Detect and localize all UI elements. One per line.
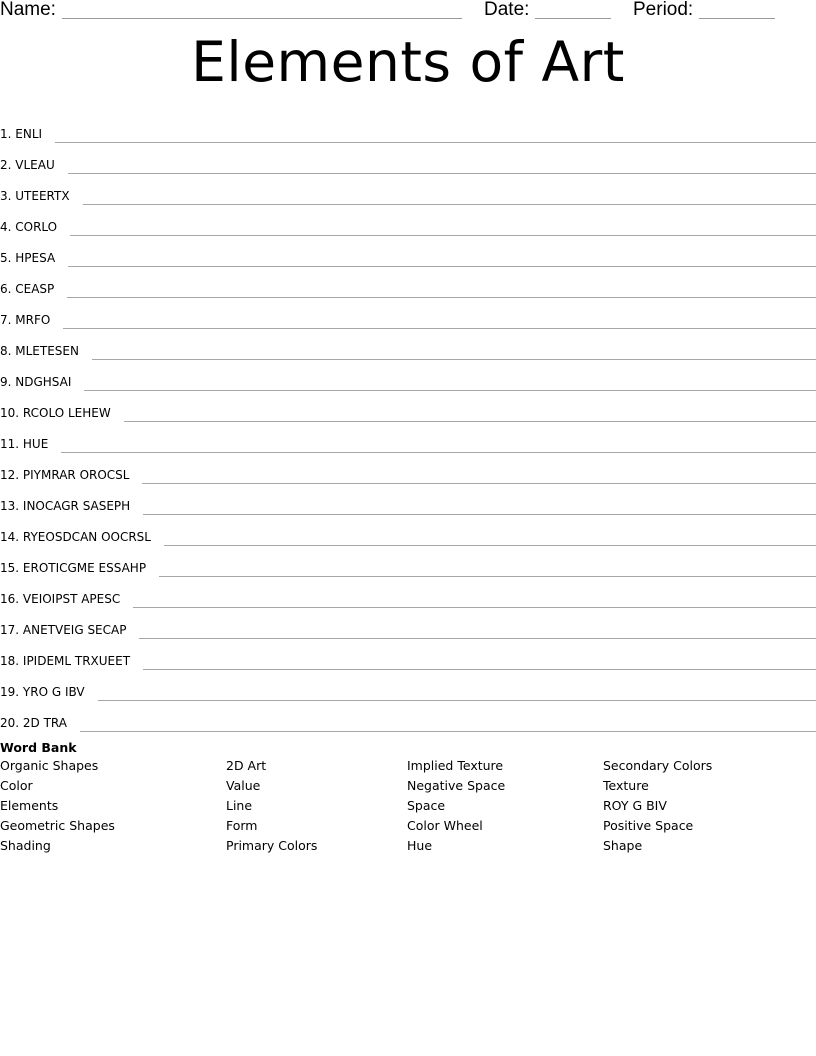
answer-blank bbox=[164, 545, 816, 546]
word-bank-item: Elements bbox=[0, 798, 59, 813]
answer-blank bbox=[84, 390, 816, 391]
word-bank-item: Hue bbox=[407, 838, 433, 853]
name-label: Name: bbox=[0, 0, 56, 20]
clue-text: 5. HPESA bbox=[0, 251, 56, 265]
clue-text: 7. MRFO bbox=[0, 313, 51, 327]
worksheet-header bbox=[0, 0, 816, 22]
clue-row bbox=[0, 329, 816, 360]
period-label: Period: bbox=[633, 0, 694, 20]
clue-row bbox=[0, 205, 816, 236]
period-blank bbox=[699, 18, 775, 19]
word-bank-item: Primary Colors bbox=[226, 838, 318, 853]
word-bank-item: Shading bbox=[0, 838, 51, 853]
answer-blank bbox=[63, 328, 816, 329]
word-bank-item: Implied Texture bbox=[407, 758, 504, 773]
clue-row bbox=[0, 639, 816, 670]
clue-row bbox=[0, 360, 816, 391]
clue-row bbox=[0, 701, 816, 732]
answer-blank bbox=[68, 173, 816, 174]
answer-blank bbox=[67, 297, 816, 298]
page-title: Elements of Art bbox=[191, 30, 625, 94]
answer-blank bbox=[143, 669, 816, 670]
clue-text: 18. IPIDEML TRXUEET bbox=[0, 654, 131, 668]
clue-text: 20. 2D TRA bbox=[0, 716, 67, 730]
word-bank-column bbox=[603, 758, 712, 858]
word-bank-item: Secondary Colors bbox=[603, 758, 713, 773]
clue-row bbox=[0, 608, 816, 639]
clue-row bbox=[0, 112, 816, 143]
answer-blank bbox=[142, 483, 816, 484]
date-blank bbox=[535, 18, 611, 19]
word-bank-item: Space bbox=[407, 798, 446, 813]
clue-row bbox=[0, 484, 816, 515]
clue-row bbox=[0, 143, 816, 174]
clue-row bbox=[0, 391, 816, 422]
word-bank-column bbox=[0, 758, 115, 858]
clue-text: 15. EROTICGME ESSAHP bbox=[0, 561, 147, 575]
clue-text: 4. CORLO bbox=[0, 220, 58, 234]
answer-blank bbox=[83, 204, 816, 205]
clue-text: 1. ENLI bbox=[0, 127, 43, 141]
clue-text: 11. HUE bbox=[0, 437, 49, 451]
answer-blank bbox=[61, 452, 816, 453]
answer-blank bbox=[55, 142, 816, 143]
answer-blank bbox=[124, 421, 816, 422]
clue-row bbox=[0, 422, 816, 453]
clue-row bbox=[0, 298, 816, 329]
answer-blank bbox=[139, 638, 816, 639]
word-bank-item: Geometric Shapes bbox=[0, 818, 115, 833]
clue-row bbox=[0, 236, 816, 267]
clue-text: 12. PIYMRAR OROCSL bbox=[0, 468, 130, 482]
word-bank-item: Color bbox=[0, 778, 33, 793]
word-bank bbox=[0, 740, 816, 868]
answer-blank bbox=[70, 235, 816, 236]
word-bank-item: Shape bbox=[603, 838, 643, 853]
clue-row bbox=[0, 670, 816, 701]
clue-row bbox=[0, 515, 816, 546]
word-bank-item: Value bbox=[226, 778, 261, 793]
date-label: Date: bbox=[484, 0, 530, 20]
clue-text: 17. ANETVEIG SECAP bbox=[0, 623, 127, 637]
word-bank-title: Word Bank bbox=[0, 740, 77, 755]
clue-text: 6. CEASP bbox=[0, 282, 55, 296]
clue-text: 14. RYEOSDCAN OOCRSL bbox=[0, 530, 151, 544]
clue-text: 3. UTEERTX bbox=[0, 189, 70, 203]
word-bank-column bbox=[226, 758, 317, 858]
clue-text: 19. YRO G IBV bbox=[0, 685, 85, 699]
clue-text: 16. VEIOIPST APESC bbox=[0, 592, 121, 606]
clue-row bbox=[0, 546, 816, 577]
answer-blank bbox=[98, 700, 816, 701]
answer-blank bbox=[80, 731, 816, 732]
clue-row bbox=[0, 453, 816, 484]
clue-text: 8. MLETESEN bbox=[0, 344, 79, 358]
answer-blank bbox=[143, 514, 816, 515]
word-bank-grid bbox=[0, 758, 816, 868]
clue-text: 2. VLEAU bbox=[0, 158, 55, 172]
answer-blank bbox=[133, 607, 816, 608]
word-bank-item: Form bbox=[226, 818, 258, 833]
word-bank-item: Negative Space bbox=[407, 778, 506, 793]
word-bank-item: Texture bbox=[603, 778, 649, 793]
clue-text: 13. INOCAGR SASEPH bbox=[0, 499, 131, 513]
name-blank bbox=[62, 18, 462, 19]
answer-blank bbox=[68, 266, 816, 267]
word-bank-item: Positive Space bbox=[603, 818, 694, 833]
word-bank-column bbox=[407, 758, 505, 858]
clue-text: 10. RCOLO LEHEW bbox=[0, 406, 111, 420]
word-bank-item: Color Wheel bbox=[407, 818, 483, 833]
word-bank-item: Line bbox=[226, 798, 253, 813]
word-bank-item: Organic Shapes bbox=[0, 758, 99, 773]
clue-row bbox=[0, 174, 816, 205]
scramble-clue-list bbox=[0, 112, 816, 732]
answer-blank bbox=[159, 576, 816, 577]
clue-row bbox=[0, 267, 816, 298]
answer-blank bbox=[92, 359, 816, 360]
clue-row bbox=[0, 577, 816, 608]
word-bank-item: 2D Art bbox=[226, 758, 267, 773]
clue-text: 9. NDGHSAI bbox=[0, 375, 72, 389]
word-bank-item: ROY G BIV bbox=[603, 798, 667, 813]
